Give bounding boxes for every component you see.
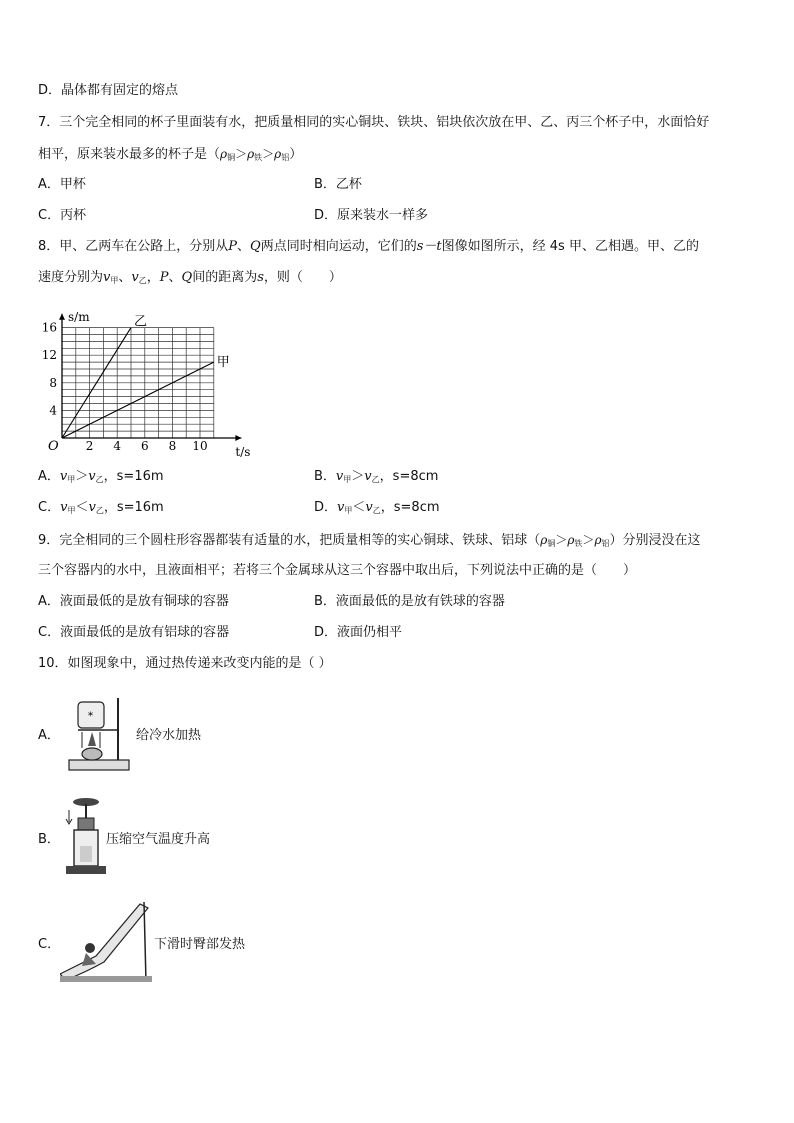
st-graph: [38, 300, 268, 460]
slide-illustration: [60, 896, 152, 982]
compressing-air-illustration: [62, 796, 106, 880]
q8-option-a: A．$v_甲>v_乙$，s=16m: [38, 469, 164, 484]
x-tick-label: 4: [113, 439, 122, 453]
q7-option-b: B．乙杯: [314, 177, 362, 192]
q9-option-c: C．液面最低的是放有铝球的容器: [38, 625, 230, 640]
y-tick-label: 16: [41, 320, 57, 335]
y-tick-label: 8: [49, 375, 57, 390]
q9-stem-line1: 9．完全相同的三个圆柱形容器都装有适量的水，把质量相等的实心铜球、铁球、铝球$(\rho_铜>\rho_铁>\rho_铝)$分别浸没在这: [38, 533, 701, 548]
q10-stem: 10．如图现象中，通过热传递来改变内能的是（ ）: [38, 656, 332, 671]
q10-option-b-text: 压缩空气温度升高: [106, 832, 211, 847]
heating-water-illustration: [66, 692, 132, 774]
q10-option-c-text: 下滑时臀部发热: [154, 937, 246, 952]
q8-stem-line2: 速度分别为$v_甲$、$v_乙$，P、Q间的距离为s，则（ ）: [38, 270, 342, 285]
svg-text:*: *: [88, 711, 93, 722]
x-tick-label: 6: [140, 439, 149, 453]
x-tick-label: 10: [192, 439, 208, 453]
series-label-2: 甲: [216, 355, 230, 371]
q9-option-b: B．液面最低的是放有铁球的容器: [314, 594, 505, 609]
q8-stem-line1: 8．甲、乙两车在公路上，分别从P、Q两点同时相向运动，它们的s－t图像如图所示，经 4s 甲、乙相遇。甲、乙的: [38, 239, 699, 254]
series-line-2: [62, 362, 214, 438]
y-tick-label: 12: [41, 348, 57, 363]
series-label-1: 乙: [134, 314, 148, 330]
x-axis-label: t/s: [235, 445, 251, 459]
q9-density-relation: $\rho_铜>\rho_铁>\rho_铝$: [540, 533, 610, 548]
x-tick-label: 8: [168, 439, 177, 453]
q10-option-a-text: 给冷水加热: [136, 728, 202, 743]
q8-option-d: D．$v_甲<v_乙$，s=8cm: [314, 500, 440, 515]
q7-option-d: D．原来装水一样多: [314, 208, 429, 223]
q9-stem-line2: 三个容器内的水中，且液面相平；若将三个金属球从这三个容器中取出后，下列说法中正确的是（ ）: [38, 563, 637, 578]
q7-density-relation: $\rho_铜>\rho_铁>\rho_铝$: [220, 147, 290, 162]
x-axis-arrow: [235, 435, 241, 441]
q7-stem-text: 相平，原来装水最多的杯子是（: [38, 147, 221, 162]
x-tick-label: 2: [85, 439, 94, 453]
q8-option-b: B．$v_甲>v_乙$，s=8cm: [314, 469, 439, 484]
y-axis-arrow: [59, 314, 65, 320]
y-tick-label: 4: [49, 403, 57, 418]
q10-option-b-label: B．: [38, 832, 60, 847]
q8-option-c: C．$v_甲<v_乙$，s=16m: [38, 500, 164, 515]
q6-option-d: D．晶体都有固定的熔点: [38, 83, 179, 98]
q10-option-a-label: A．: [38, 728, 60, 743]
origin-label: O: [48, 439, 59, 454]
q10-option-c-label: C．: [38, 937, 61, 952]
q7-stem-line1: 7．三个完全相同的杯子里面装有水，把质量相同的实心铜块、铁块、铝块依次放在甲、乙、丙三个杯子中，水面恰好: [38, 115, 710, 130]
y-axis-label: s/m: [68, 309, 90, 324]
q7-option-c: C．丙杯: [38, 208, 87, 223]
q9-option-d: D．液面仍相平: [314, 625, 403, 640]
q9-option-a: A．液面最低的是放有铜球的容器: [38, 594, 229, 609]
q7-stem-line2: 相平，原来装水最多的杯子是$(\rho_铜>\rho_铁>\rho_铝)$: [38, 147, 303, 162]
q7-option-a: A．甲杯: [38, 177, 86, 192]
